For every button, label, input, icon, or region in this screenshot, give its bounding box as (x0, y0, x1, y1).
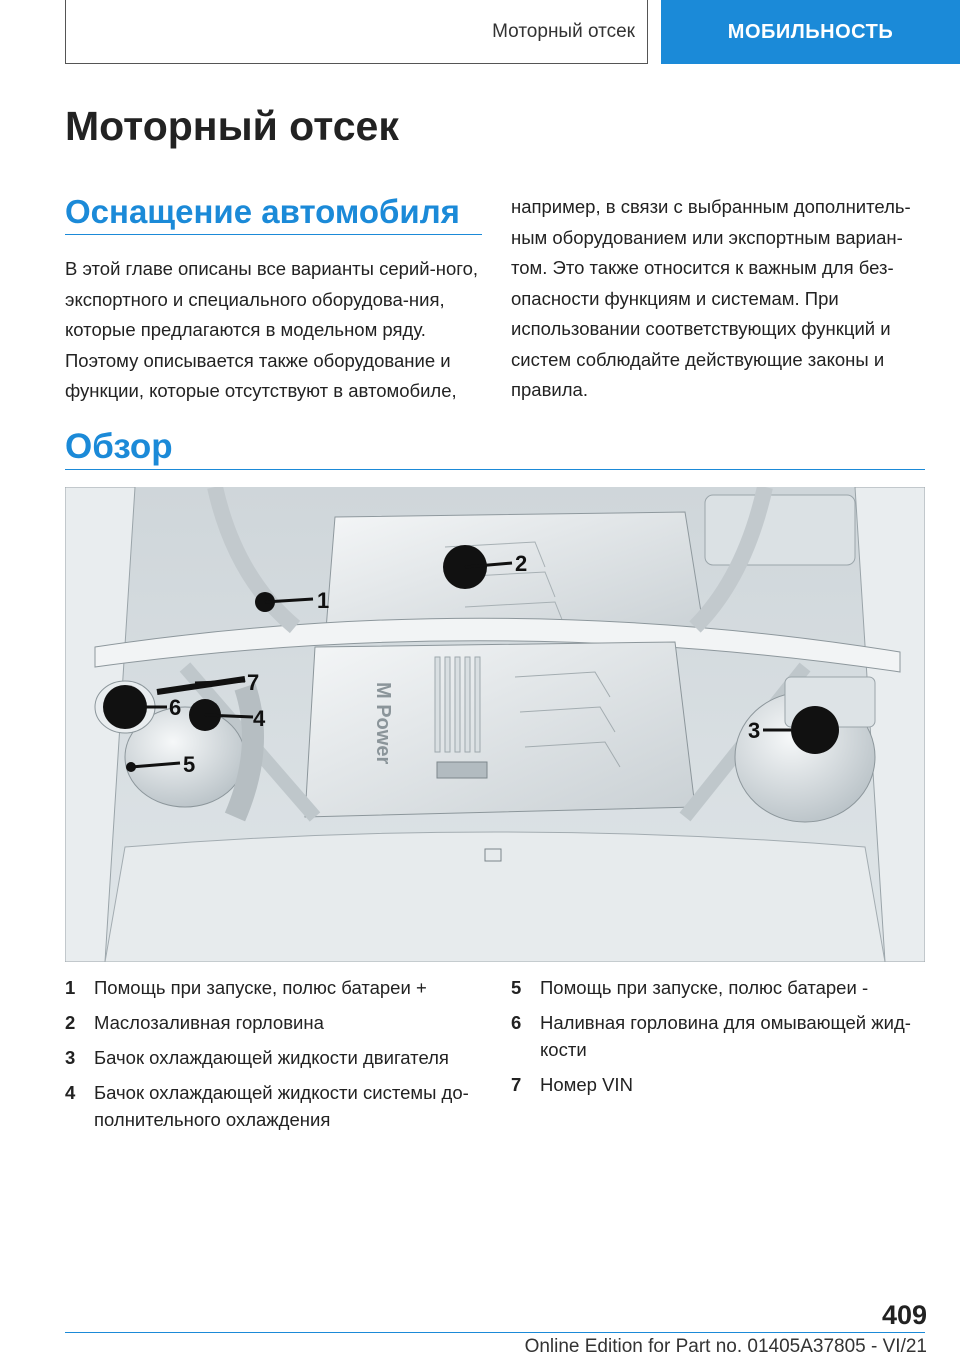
legend-item (65, 1009, 485, 1036)
legend-text: Помощь при запуске, полюс батареи + (94, 977, 427, 998)
legend-text: Маслозаливная горловина (94, 1012, 324, 1033)
equipment-paragraph-right: например, в связи с выбранным дополнитель-ным оборудованием или экспортным вариан-том. Это также относится к важным для без-опасности функциям и системам. При использовании соответствующих функций и систем соблюдайте действующие законы и правила. (511, 196, 911, 400)
page-title: Моторный отсек (65, 103, 399, 149)
footer-edition-text: Online Edition for Part no. 01405A37805 - VI/21 (524, 1336, 927, 1357)
legend-item (511, 974, 931, 1001)
overview-heading: Обзор (65, 427, 173, 466)
footer-rule (65, 1332, 925, 1333)
callout-3: 3 (748, 718, 761, 743)
legend-right (511, 974, 931, 1106)
legend-number: 3 (65, 1047, 76, 1068)
callout-7: 7 (247, 670, 260, 695)
callout-4: 4 (253, 706, 266, 731)
legend-item (65, 1079, 485, 1133)
legend-number: 4 (65, 1082, 76, 1103)
legend-item (511, 1009, 931, 1063)
header-section-tab (661, 0, 960, 64)
legend-text: Номер VIN (540, 1074, 633, 1095)
legend-text: Бачок охлаждающей жидкости системы до-полнительного охлаждения (94, 1082, 469, 1130)
legend-item (65, 974, 485, 1001)
equipment-paragraph-left: В этой главе описаны все варианты серий-ного, экспортного и специального оборудова-ния, которые предлагаются в модельном ряду. Поэтому описывается также оборудование и функции, которые отсутствуют в автомобиле, (65, 258, 479, 401)
engine-cover-lettering: M Power (372, 682, 394, 765)
equipment-heading: Оснащение автомобиля (65, 193, 460, 230)
legend-number: 7 (511, 1074, 522, 1095)
engine-bay-photo (65, 487, 925, 962)
legend-number: 6 (511, 1012, 522, 1033)
callout-6: 6 (169, 695, 182, 720)
overview-heading-rule (65, 469, 925, 470)
header-section-label: МОБИЛЬНОСТЬ (727, 20, 894, 43)
equipment-heading-rule (65, 234, 482, 235)
legend-text: Помощь при запуске, полюс батареи - (540, 977, 869, 998)
legend-number: 5 (511, 977, 522, 998)
legend-item (65, 1044, 485, 1071)
legend-number: 2 (65, 1012, 76, 1033)
callout-5: 5 (183, 752, 196, 777)
page-number: 409 (881, 1300, 927, 1330)
callout-2: 2 (515, 551, 528, 576)
header-chapter-label: Моторный отсек (492, 20, 635, 42)
legend-item (511, 1071, 931, 1098)
legend-text: Наливная горловина для омывающей жид-кости (540, 1012, 911, 1060)
legend-left (65, 974, 485, 1141)
legend-text: Бачок охлаждающей жидкости двигателя (94, 1047, 449, 1068)
callout-1: 1 (317, 588, 330, 613)
legend-number: 1 (65, 977, 76, 998)
header-chapter-tab (65, 0, 648, 64)
